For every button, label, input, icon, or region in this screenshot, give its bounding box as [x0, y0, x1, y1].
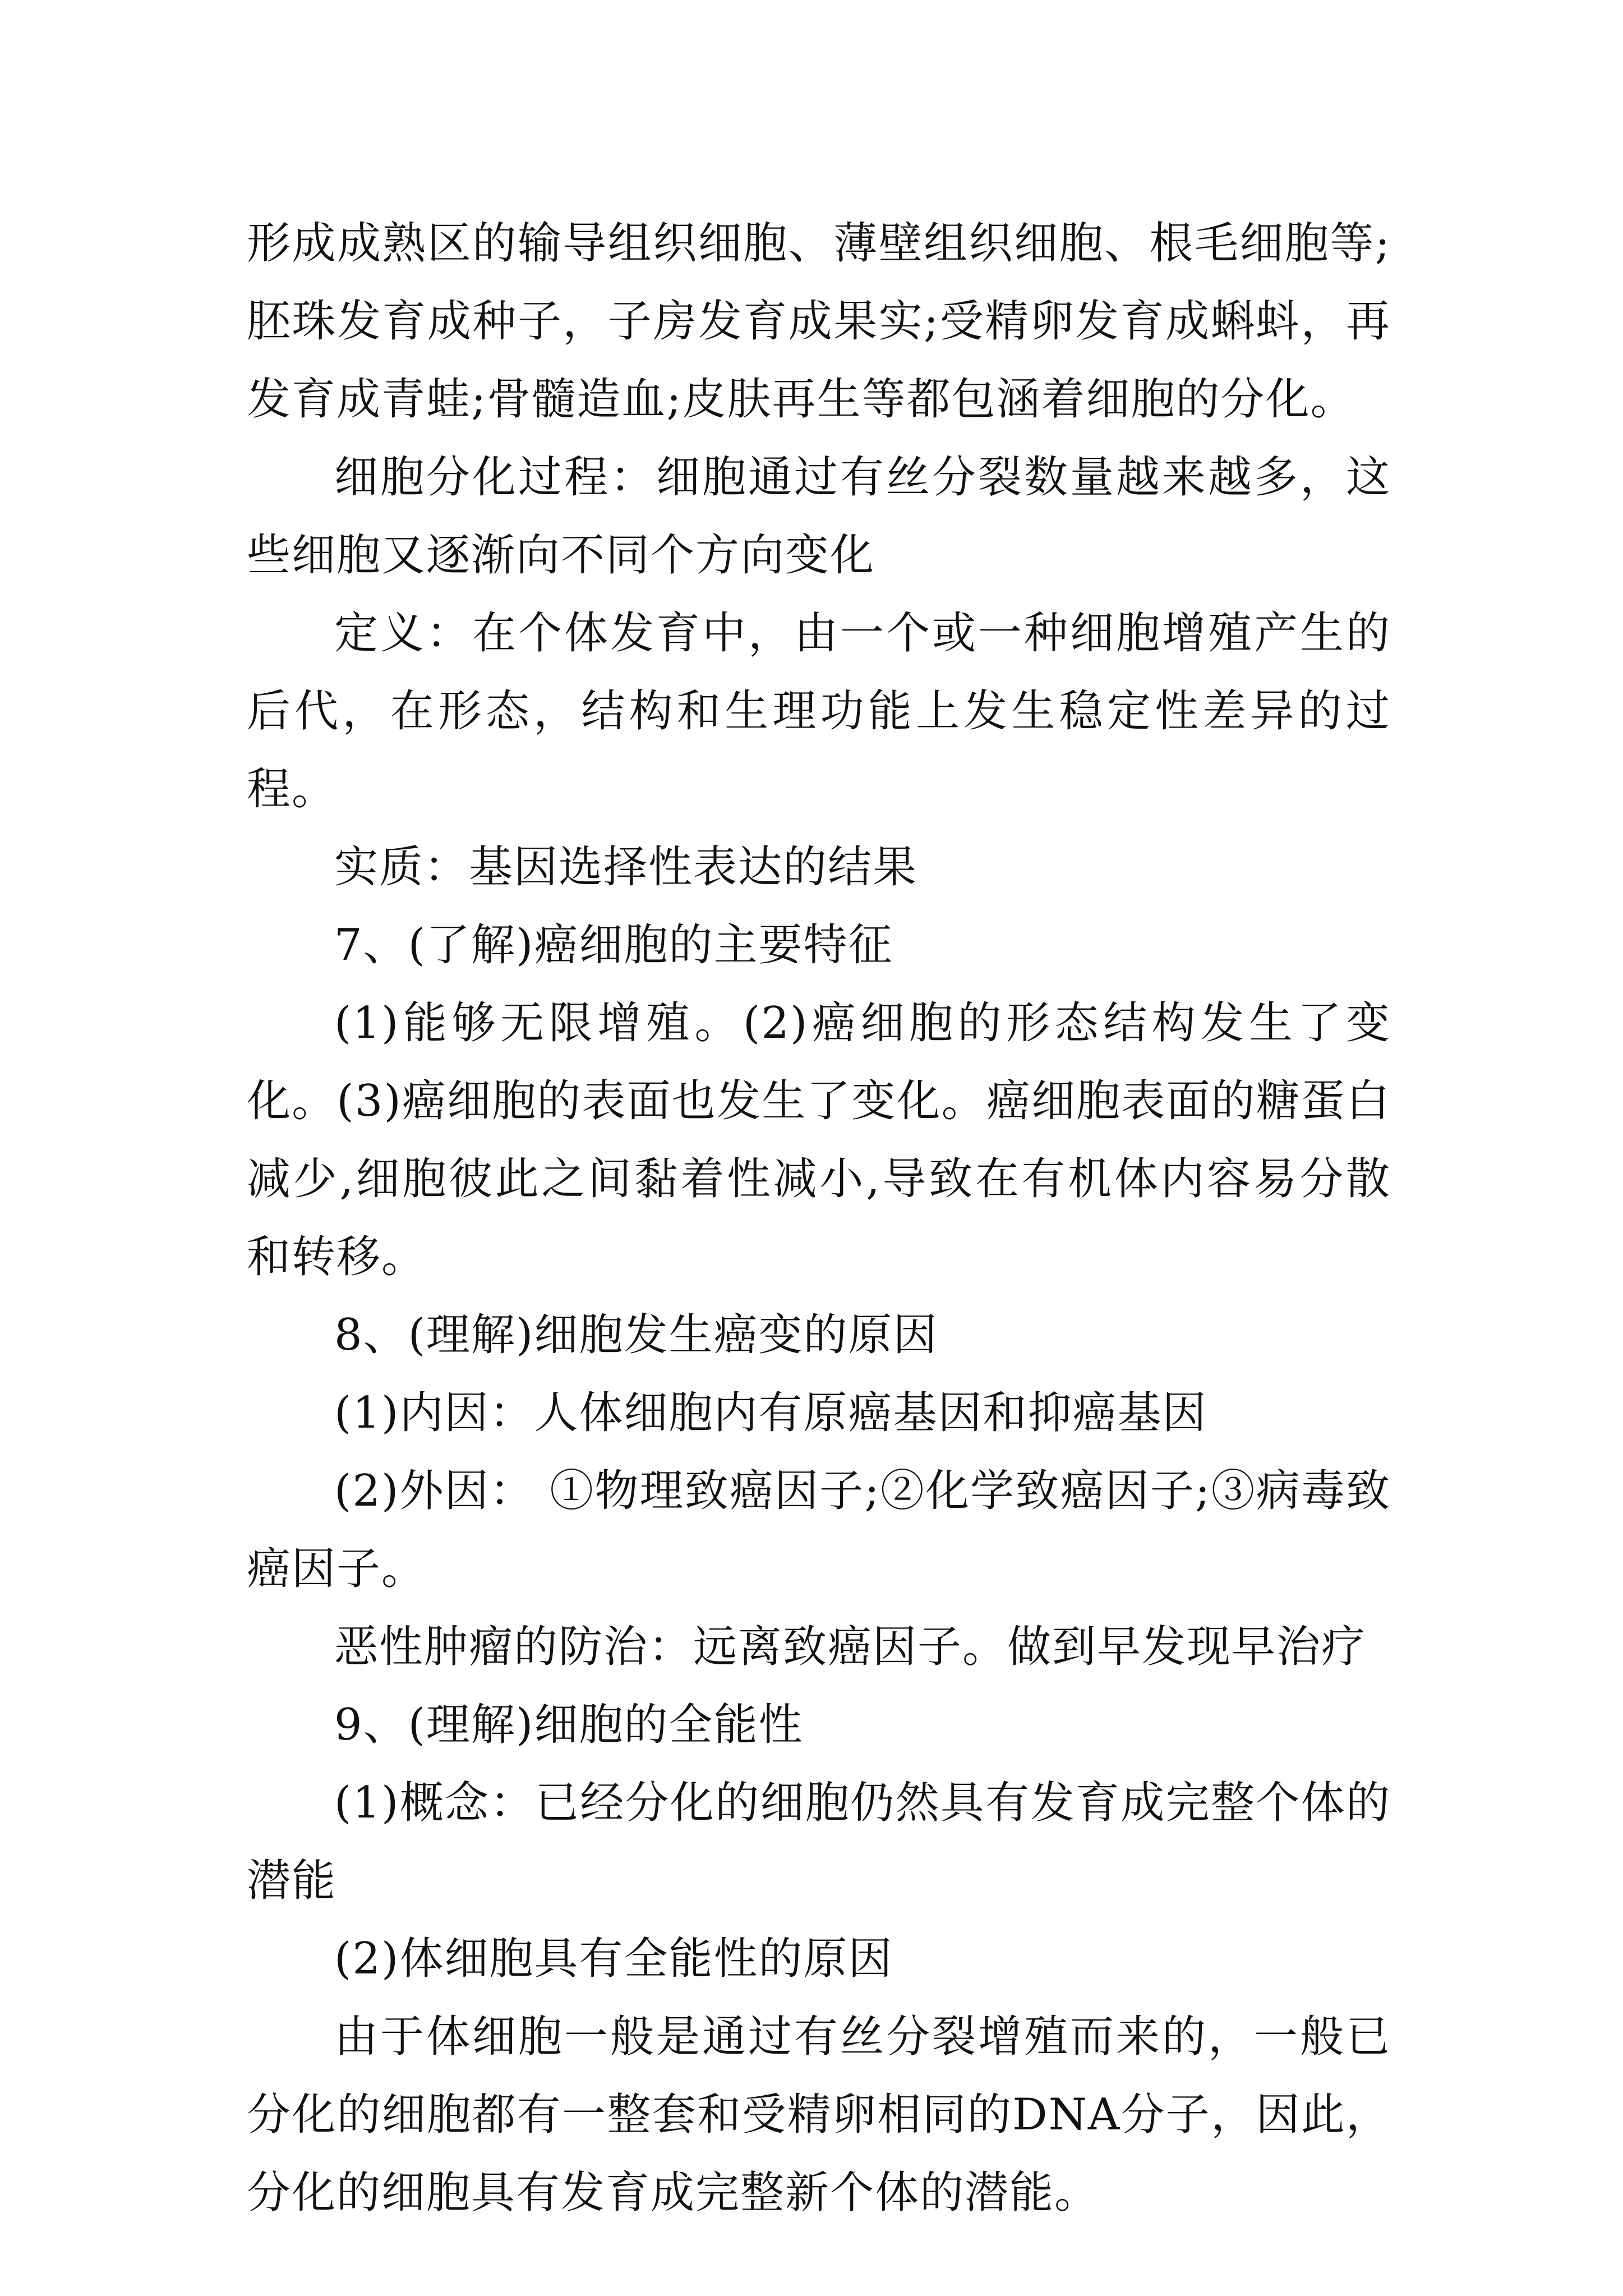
paragraph-14: 由于体细胞一般是通过有丝分裂增殖而来的，一般已分化的细胞都有一整套和受精卵相同的DNA分子，因此，分化的细胞具有发育成完整新个体的潜能。 — [247, 2012, 1391, 2218]
paragraph-6: (1)能够无限增殖。(2)癌细胞的形态结构发生了变化。(3)癌细胞的表面也发生了变化。癌细胞表面的糖蛋白减少,细胞彼此之间黏着性减小,导致在有机体内容易分散和转移。 — [247, 998, 1391, 1282]
section-heading-9: 9、(理解)细胞的全能性 — [334, 1700, 804, 1750]
paragraph-10: 恶性肿瘤的防治：远离致癌因子。做到早发现早治疗 — [334, 1622, 1367, 1672]
paragraph-8: (1)内因：人体细胞内有原癌基因和抑癌基因 — [334, 1388, 1207, 1438]
paragraph-2: 细胞分化过程：细胞通过有丝分裂数量越来越多，这些细胞又逐渐向不同个方向变化 — [247, 452, 1391, 581]
paragraph-1: 形成成熟区的输导组织细胞、薄壁组织细胞、根毛细胞等;胚珠发育成种子，子房发育成果实;受精卵发育成蝌蚪，再发育成青蛙;骨髓造血;皮肤再生等都包涵着细胞的分化。 — [247, 218, 1391, 425]
document-body — [247, 205, 1391, 2232]
paragraph-9: (2)外因： ①物理致癌因子;②化学致癌因子;③病毒致癌因子。 — [247, 1466, 1391, 1594]
paragraph-12: (1)概念：已经分化的细胞仍然具有发育成完整个体的潜能 — [247, 1778, 1391, 1906]
section-heading-7: 7、(了解)癌细胞的主要特征 — [334, 920, 893, 970]
section-heading-8: 8、(理解)细胞发生癌变的原因 — [334, 1310, 938, 1360]
paragraph-4: 实质：基因选择性表达的结果 — [334, 842, 918, 892]
paragraph-3: 定义：在个体发育中，由一个或一种细胞增殖产生的后代，在形态，结构和生理功能上发生稳定性差异的过程。 — [247, 608, 1391, 815]
paragraph-13: (2)体细胞具有全能性的原因 — [334, 1934, 893, 1984]
